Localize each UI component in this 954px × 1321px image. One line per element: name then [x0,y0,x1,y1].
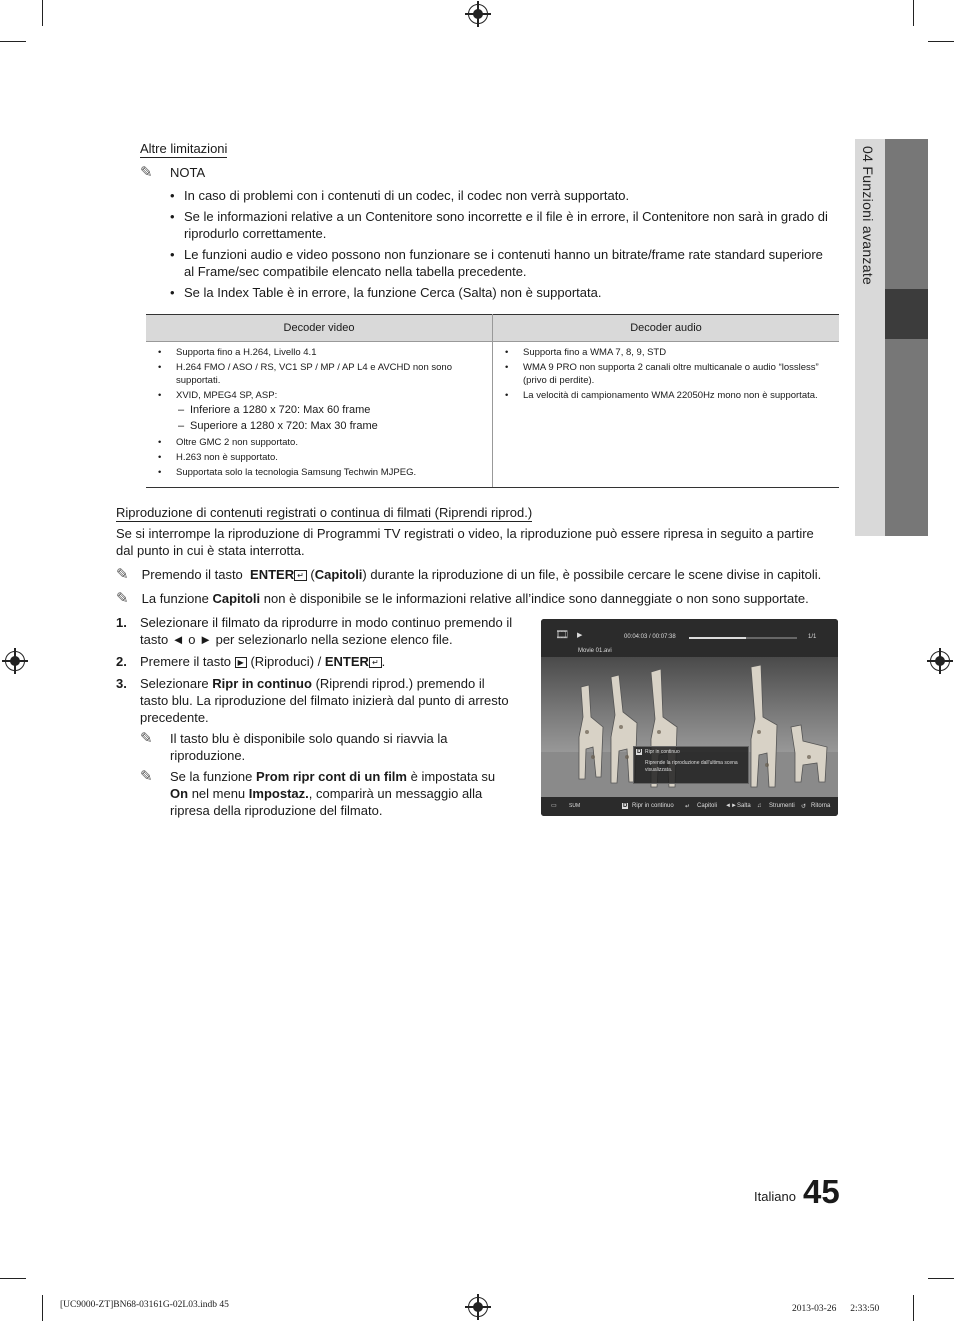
registration-mark-icon [930,651,950,671]
play-icon: ▶ [577,632,583,639]
crop-mark [928,41,954,42]
sum-label: SUM [569,803,581,809]
crop-mark [42,0,43,26]
progress-track [689,637,797,639]
side-chapter-label: 04 Funzioni avanzate [860,146,876,286]
crop-mark [42,1295,43,1321]
crop-mark [0,41,26,42]
enter-icon: ↵ [294,570,307,581]
screen-bottom-bar [541,797,838,816]
file-name: Movie 01.avi [578,648,612,654]
print-file-info: [UC9000-ZT]BN68-03161G-02L03.indb 45 [60,1300,229,1310]
tv-screen-illustration [541,619,838,816]
return-icon: ↺ [801,804,807,810]
note-pencil-icon: ✎ [140,164,153,181]
enter-icon: ↵ [685,804,691,810]
riprod-note-1: ✎ Premendo il tasto ENTER ↵ (Capitoli) durante la riproduzione di un file, è possibile cercare le scene divise in capitoli. [116,566,822,583]
list-item: • Supportata solo la tecnologia Samsung Techwin MJPEG. [154,466,486,479]
list-item: • Se la Index Table è in errore, la funzione Cerca (Salta) non è supportata. [170,284,835,301]
video-cell [146,342,493,488]
print-date-info: 2013-03-26 ﾠ 2:33:50 [792,1304,880,1314]
note-pencil-icon: ✎ [140,768,153,785]
list-item: • Se le informazioni relative a un Contenitore sono incorrette e il file è in errore, il Contenitore non sarà in grado di riprodurlo correttamente. [170,208,835,242]
table-header-video: Decoder video [146,315,493,342]
d-button-icon: D [637,749,642,755]
bar-item: Capitoli [697,803,718,809]
enter-icon: ↵ [369,657,382,668]
popup-text: Riprende la riproduzione dall'ultima scena visualizzata. [645,760,738,773]
bar-item: Ripr in continuo [632,803,674,809]
list-item: • WMA 9 PRO non supporta 2 canali oltre multicanale o audio “lossless” (privo di perdite). [501,361,833,387]
step-1: 1. Selezionare il filmato da riprodurre in modo continuo premendo il tasto ◄ o ► per selezionarlo nella sezione elenco file. [116,615,513,647]
riprod-intro: Se si interrompe la riproduzione di Programmi TV registrati o video, la riproduzione può essere ripresa in seguito a partire dal punto in cui è stata interrotta. [116,526,814,558]
steps-list [116,614,516,824]
footer-language: Italiano [754,1189,796,1204]
crop-mark [913,1295,914,1321]
step-2: 2. Premere il tasto ▶ (Riproduci) / ENTER ↵ . [116,654,386,669]
list-item: • XVID, MPEG4 SP, ASP: [154,389,486,402]
page-count: 1/1 [808,634,817,640]
riprod-note-2: ✎ La funzione Capitoli non è disponibile se le informazioni relative all’indice sono danneggiate o non sono supportate. [116,590,809,607]
tools-icon: ♫ [757,803,762,809]
sum-icon: ▭ [551,803,557,809]
list-item: • In caso di problemi con i contenuti di un codec, il codec non verrà supportato. [170,187,835,204]
nota-list [170,187,835,305]
crop-mark [0,1278,26,1279]
nota-label: ✎ NOTA [140,164,206,181]
film-icon: 🎞 [555,629,569,641]
bar-item: Salta [737,803,751,809]
step-3: 3. Selezionare Ripr in continuo (Riprendi riprod.) premendo il tasto blu. La riproduzione del filmato inizierà dal punto di arresto precedente. ✎ Il tasto blu è disponibile solo quando si riavvia la riproduzione. ✎ Se la funzione Prom ripr cont di un film è impostata su On nel menu Impostaz., comparirà un messaggio alla ripresa della riproduzione del filmato. [116,675,516,819]
section-heading-riprod: Riproduzione di contenuti registrati o continua di filmati (Riprendi riprod.) [116,505,533,520]
d-button-icon: D [623,803,628,809]
list-item: • Supporta fino a WMA 7, 8, 9, STD [501,346,833,359]
list-item: • H.264 FMO / ASO / RS, VC1 SP / MP / AP L4 e AVCHD non sono supportati. [154,361,486,387]
list-item: – Inferiore a 1280 x 720: Max 60 frame [154,404,486,417]
step-3-note-2: ✎ Se la funzione Prom ripr cont di un film è impostata su On nel menu Impostaz., comparirà un messaggio alla ripresa della riproduzione del filmato. [140,768,496,818]
page-number: 45 [803,1173,840,1210]
list-item: • H.263 non è supportato. [154,451,486,464]
step-3-note-1: ✎ Il tasto blu è disponibile solo quando si riavvia la riproduzione. [140,730,448,763]
note-pencil-icon: ✎ [140,730,153,747]
list-item: • Supporta fino a H.264, Livello 4.1 [154,346,486,359]
popup-title: Ripr in continuo [645,749,680,755]
section-heading-altre: Altre limitazioni [140,141,228,156]
list-item: • Le funzioni audio e video possono non funzionare se i contenuti hanno un bitrate/frame rate standard superiore al Frame/sec compatibile elencato nella tabella precedente. [170,246,835,280]
screen-top-bar [541,619,838,657]
crop-mark [913,0,914,26]
registration-mark-icon [5,651,25,671]
list-item: • Oltre GMC 2 non supportato. [154,436,486,449]
list-item: • La velocità di campionamento WMA 22050Hz mono non è supportata. [501,389,833,402]
time-readout: 00:04:03 / 00:07:38 [624,634,676,640]
crop-mark [928,1278,954,1279]
bar-item: Strumenti [769,803,795,809]
registration-mark-icon [468,1297,488,1317]
note-pencil-icon: ✎ [116,590,129,607]
list-item: – Superiore a 1280 x 720: Max 30 frame [154,420,486,433]
registration-mark-icon [468,4,488,24]
progress-fill [689,637,746,639]
note-pencil-icon: ✎ [116,566,129,583]
play-icon: ▶ [235,657,247,668]
decoder-table [146,314,839,488]
left-right-icon: ◄► [725,803,737,809]
bar-item: Ritorna [811,803,831,809]
resume-popup [633,746,749,784]
table-header-audio: Decoder audio [493,315,840,342]
audio-cell [493,342,840,488]
